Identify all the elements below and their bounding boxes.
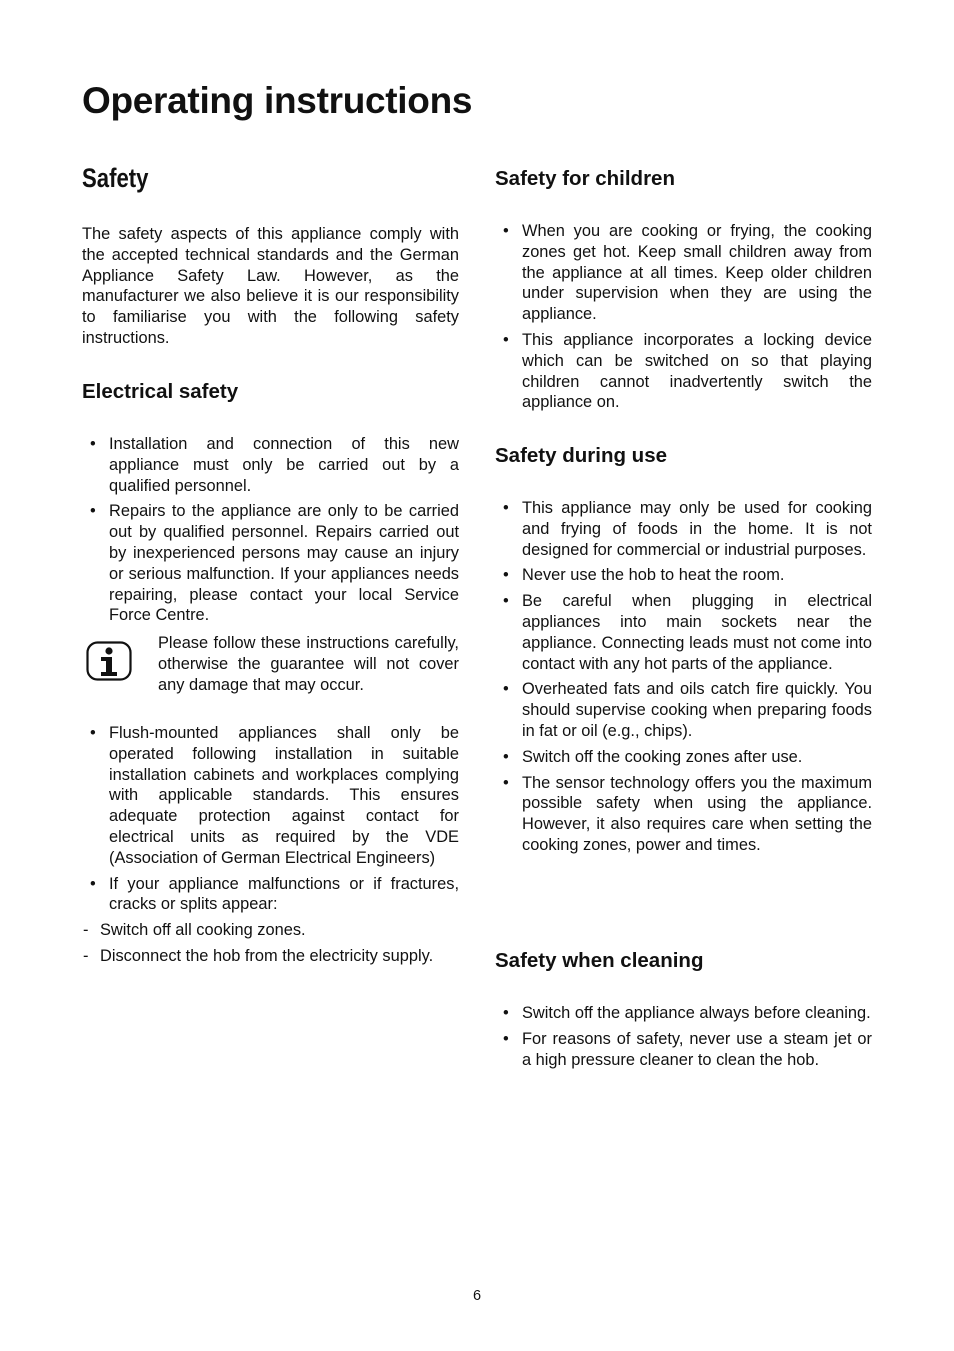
list-item: • Installation and connection of this new appliance must only be carried out by a qualified personnel. [82,434,459,496]
list-item: • This appliance may only be used for cooking and frying of foods in the home. It is not designed for commercial or industrial purposes. [495,498,872,560]
list-item: • Repairs to the appliance are only to be carried out by qualified personnel. Repairs carried out by inexperienced persons may cause an injury or serious malfunction. If your appliances needs repairing, please contact your local Service Force Centre. [82,501,459,626]
list-item: • If your appliance malfunctions or if fractures, cracks or splits appear: [82,874,459,916]
page-number: 6 [472,1288,482,1304]
list-item: • Overheated fats and oils catch fire quickly. You should supervise cooking when preparing foods in fat or oil (e.g., chips). [495,679,872,741]
electrical-safety-heading: Electrical safety [82,380,239,403]
list-item: - Switch off all cooking zones. [82,920,459,941]
installation-list [82,723,459,920]
safety-heading: Safety [82,163,149,193]
safety-when-cleaning-heading: Safety when cleaning [495,949,704,972]
cleaning-safety-list [495,1003,872,1075]
safety-intro: The safety aspects of this appliance comply with the accepted technical standards and the German Appliance Safety Law. However, as the manufacturer we also believe it is our responsibility to familiarise you with the following safety instructions. [82,225,459,347]
list-item: • Never use the hob to heat the room. [495,565,872,586]
info-icon [86,641,132,681]
list-item: • This appliance incorporates a locking device which can be switched on so that playing children cannot inadvertently switch the appliance on. [495,330,872,413]
list-item: • For reasons of safety, never use a steam jet or a high pressure cleaner to clean the hob. [495,1029,872,1071]
malfunction-steps [82,920,459,972]
list-item: - Disconnect the hob from the electricity supply. [82,946,459,967]
list-item: • The sensor technology offers you the maximum possible safety when using the appliance. However, it also requires care when setting the cooking zones, power and times. [495,773,872,856]
page-title: Operating instructions [82,80,473,121]
guarantee-notice [82,633,459,695]
notice-text: Please follow these instructions carefully, otherwise the guarantee will not cover any damage that may occur. [158,634,459,694]
safety-for-children-heading: Safety for children [495,167,675,190]
list-item: • Flush-mounted appliances shall only be operated following installation in suitable installation cabinets and workplaces complying with applicable standards. This ensures adequate protection against contact for electrical units as required by the VDE (Association of German Electrical Engineers) [82,723,459,869]
list-item: • Switch off the appliance always before cleaning. [495,1003,872,1024]
list-item: • Be careful when plugging in electrical appliances into main sockets near the appliance. Connecting leads must not come into contact with any hot parts of the appliance. [495,591,872,674]
list-item: • Switch off the cooking zones after use. [495,747,872,768]
electrical-safety-list [82,434,459,631]
children-safety-list [495,221,872,418]
safety-during-use-heading: Safety during use [495,444,668,467]
list-item: • When you are cooking or frying, the cooking zones get hot. Keep small children away from the appliance at all times. Keep older children under supervision when they are using the appliance. [495,221,872,325]
use-safety-list [495,498,872,861]
